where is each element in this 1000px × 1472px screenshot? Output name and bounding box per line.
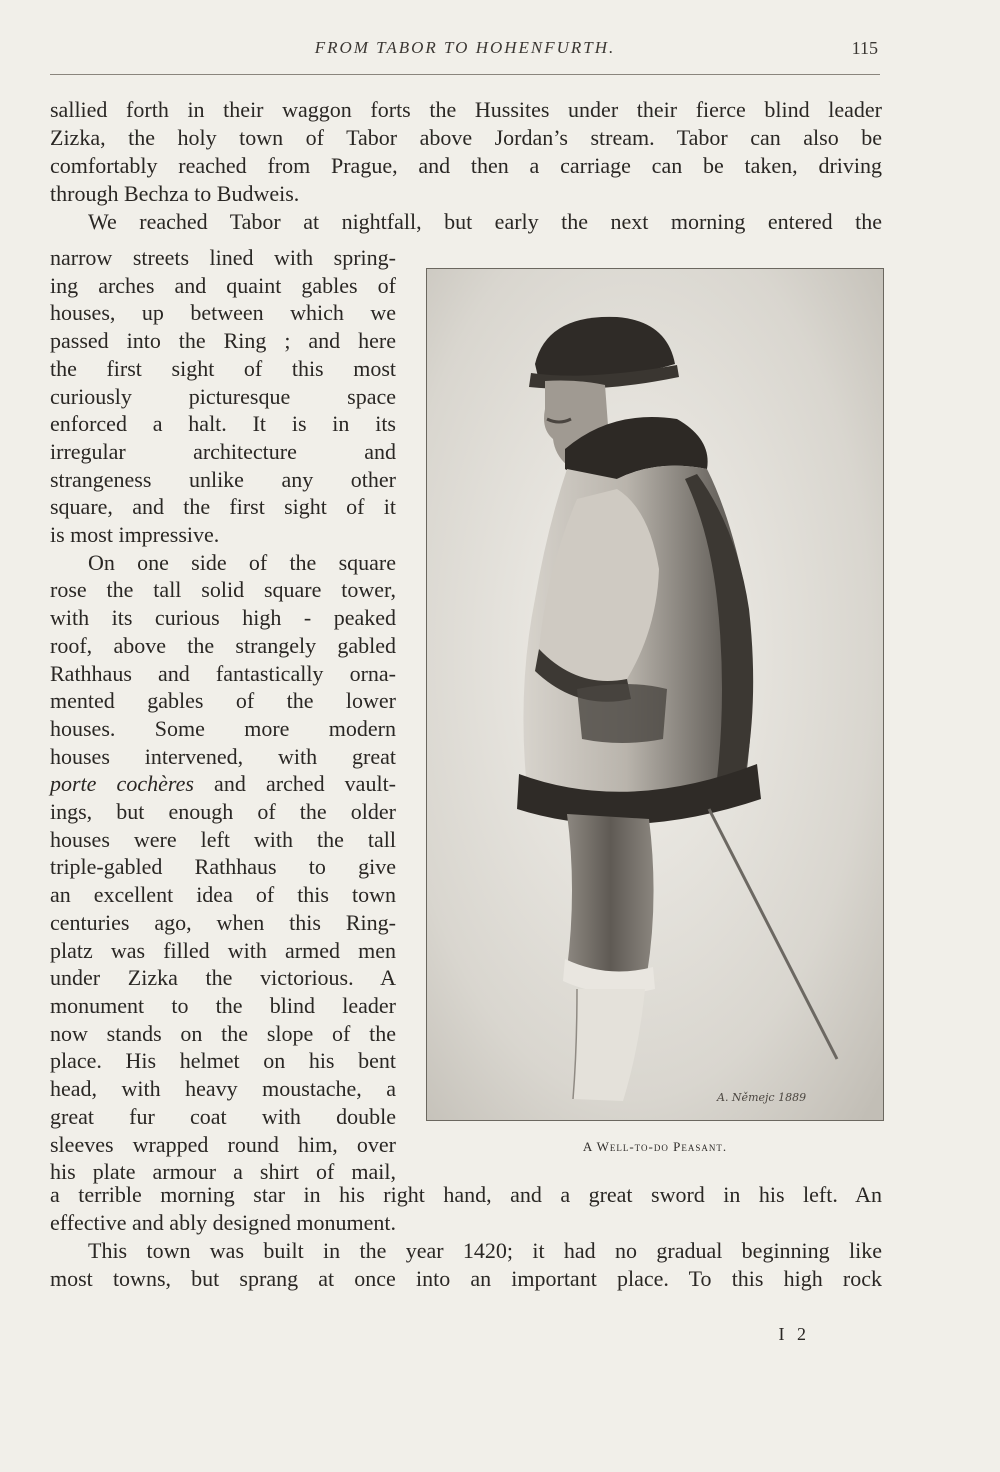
- running-title: FROM TABOR TO HOHENFURTH.: [314, 38, 616, 57]
- column-line: platz was filled with armed men: [50, 937, 396, 963]
- column-line: mented gables of the lower: [50, 688, 396, 714]
- column-line: houses, up between which we: [50, 300, 396, 326]
- column-line: houses were left with the tall: [50, 826, 396, 852]
- text-line: effective and ably designed monument.: [50, 1210, 396, 1235]
- column-line: strangeness unlike any other: [50, 466, 396, 492]
- illustration-frame: [426, 268, 884, 1121]
- column-line: houses intervened, with great: [50, 743, 396, 769]
- text-line: most towns, but sprang at once into an important place. To this high rock: [50, 1266, 882, 1291]
- signature-mark: I 2: [778, 1324, 810, 1344]
- column-line: curiously picturesque space: [50, 383, 396, 409]
- column-line: with its curious high - peaked: [50, 605, 396, 631]
- column-line: centuries ago, when this Ring-: [50, 909, 396, 935]
- column-line: passed into the Ring ; and here: [50, 328, 396, 354]
- page-number: 115: [851, 38, 878, 58]
- column-line: enforced a halt. It is in its: [50, 411, 396, 437]
- column-line: under Zizka the victorious. A: [50, 965, 396, 991]
- column-line: ing arches and quaint gables of: [50, 272, 396, 298]
- column-line: porte cochères and arched vault-: [50, 771, 397, 797]
- peasant-illustration: [427, 269, 883, 1120]
- column-line: rose the tall solid square tower,: [50, 577, 396, 603]
- text-line: comfortably reached from Prague, and then a carriage can be taken, driving: [50, 153, 882, 178]
- text-line: Zizka, the holy town of Tabor above Jordan’s stream. Tabor can also be: [50, 125, 882, 150]
- column-line: roof, above the strangely gabled: [50, 632, 396, 658]
- column-line: irregular architecture and: [50, 438, 396, 464]
- column-line: now stands on the slope of the: [50, 1020, 396, 1046]
- column-line: monument to the blind leader: [50, 992, 396, 1018]
- artist-signature: A. Němejc 1889: [717, 1091, 807, 1104]
- figure-caption: A Well-to-do Peasant.: [582, 1139, 728, 1154]
- text-line: through Bechza to Budweis.: [50, 181, 300, 206]
- text-line: This town was built in the year 1420; it had no gradual beginning like: [88, 1238, 882, 1263]
- column-line: On one side of the square: [88, 549, 396, 575]
- column-line: houses. Some more modern: [50, 715, 396, 741]
- text-line: sallied forth in their waggon forts the Hussites under their fierce blind leader: [50, 97, 882, 122]
- column-line: ings, but enough of the older: [50, 799, 396, 825]
- column-line: great fur coat with double: [50, 1103, 396, 1129]
- column-line: is most impressive.: [50, 522, 220, 548]
- wrapped-column: [50, 244, 396, 1186]
- column-line: triple-gabled Rathhaus to give: [50, 854, 396, 880]
- column-line: narrow streets lined with spring-: [50, 245, 396, 270]
- column-line: head, with heavy moustache, a: [50, 1076, 396, 1102]
- column-line: the first sight of this most: [50, 355, 396, 381]
- text-line: We reached Tabor at nightfall, but early the next morning entered the: [88, 209, 882, 234]
- column-line: place. His helmet on his bent: [50, 1048, 396, 1074]
- column-line: square, and the first sight of it: [50, 494, 396, 520]
- text-line: a terrible morning star in his right hand, and a great sword in his left. An: [50, 1182, 882, 1207]
- column-line: an excellent idea of this town: [50, 882, 396, 908]
- running-header: [50, 34, 880, 75]
- column-line: sleeves wrapped round him, over: [50, 1131, 396, 1157]
- column-line: Rathhaus and fantastically orna-: [50, 660, 396, 686]
- column-line: his plate armour a shirt of mail,: [50, 1159, 396, 1185]
